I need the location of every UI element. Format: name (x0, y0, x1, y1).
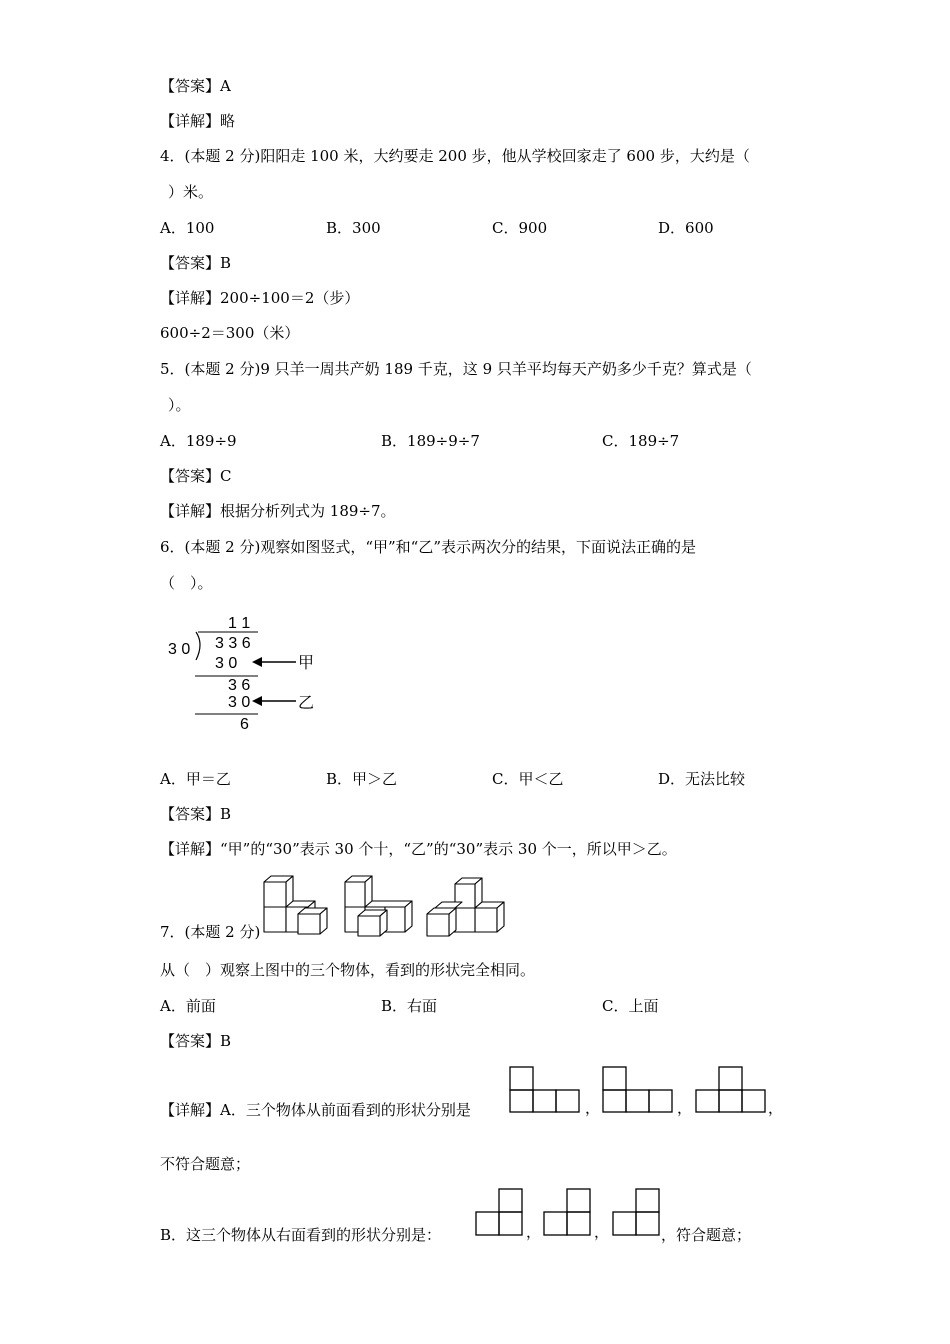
label-yi: 乙 (298, 693, 315, 712)
comma-1: ， (585, 1099, 601, 1117)
q6-stem-line1: 6．(本题 2 分)观察如图竖式，“甲”和“乙”表示两次分的结果，下面说法正确的是 (160, 538, 697, 556)
q6-stem-line2: （ ）。 (160, 574, 213, 592)
q7-option-c: C．上面 (602, 997, 659, 1015)
comma-3: ， (768, 1099, 784, 1117)
q7-stem-line2: 从（ ）观察上图中的三个物体，看到的形状完全相同。 (160, 961, 536, 979)
q5-option-b: B．189÷9÷7 (381, 432, 480, 450)
front-view-shape-3 (696, 1067, 765, 1112)
q4-option-d: D．600 (658, 219, 714, 237)
division-remainder2: 6 (240, 716, 249, 733)
q7-explanation-a-end: 不符合题意； (160, 1155, 251, 1173)
division-step2: 3 0 (228, 694, 251, 711)
division-quotient: 1 1 (228, 615, 251, 632)
previous-explanation: 【详解】略 (160, 112, 236, 130)
right-view-shapes (475, 1187, 675, 1239)
division-step1: 3 0 (215, 655, 238, 672)
q4-option-a: A．100 (160, 219, 215, 237)
front-view-shape-2 (603, 1067, 672, 1112)
comma-b2: ， (594, 1223, 610, 1241)
division-remainder1: 3 6 (228, 677, 251, 694)
q6-option-c: C．甲＜乙 (492, 770, 564, 788)
right-view-shape-3 (613, 1189, 659, 1235)
division-dividend: 3 3 6 (215, 635, 251, 652)
q5-explanation: 【详解】根据分析列式为 189÷7。 (160, 502, 396, 520)
q7-option-a: A．前面 (160, 997, 216, 1015)
q6-explanation: 【详解】“甲”的“30”表示 30 个十，“乙”的“30”表示 30 个一，所以甲＞乙。 (160, 840, 677, 858)
cube-object-2 (345, 876, 412, 936)
q7-explanation-a: 【详解】A．三个物体从前面看到的形状分别是 (160, 1101, 471, 1119)
comma-2: ， (677, 1099, 693, 1117)
q5-option-c: C．189÷7 (602, 432, 680, 450)
q6-option-d: D．无法比较 (658, 770, 746, 788)
division-bracket (196, 632, 200, 660)
q7-answer: 【答案】B (160, 1032, 232, 1050)
q4-option-b: B．300 (326, 219, 381, 237)
cube-objects-figure (262, 874, 508, 938)
q5-stem-line2: ）。 (168, 396, 191, 414)
q5-option-a: A．189÷9 (160, 432, 237, 450)
q4-stem-line1: 4．(本题 2 分)阳阳走 100 米，大约要走 200 步，他从学校回家走了 600 步，大约是（ (160, 147, 750, 165)
q4-explanation-line2: 600÷2＝300（米） (160, 324, 300, 342)
comma-b1: ， (526, 1223, 542, 1241)
right-view-shape-2 (544, 1189, 590, 1235)
q6-answer: 【答案】B (160, 805, 232, 823)
q4-answer: 【答案】B (160, 254, 232, 272)
long-division-figure (160, 610, 330, 735)
right-view-shape-1 (476, 1189, 522, 1235)
front-view-shape-1 (510, 1067, 579, 1112)
front-view-shapes (509, 1065, 784, 1117)
q6-option-b: B．甲＞乙 (326, 770, 398, 788)
previous-answer: 【答案】A (160, 77, 231, 95)
cube-object-3 (427, 878, 504, 936)
q7-explanation-b-end: ，符合题意； (661, 1226, 752, 1244)
q7-explanation-b: B．这三个物体从右面看到的形状分别是： (160, 1226, 442, 1244)
cube-object-1 (264, 876, 327, 934)
q6-option-a: A．甲＝乙 (160, 770, 231, 788)
label-jia: 甲 (298, 653, 315, 672)
q4-explanation-line1: 【详解】200÷100＝2（步） (160, 289, 360, 307)
q5-stem-line1: 5．(本题 2 分)9 只羊一周共产奶 189 千克，这 9 只羊平均每天产奶多少千克？算式是（ (160, 360, 752, 378)
q7-stem-label: 7．(本题 2 分) (160, 923, 261, 941)
q4-option-c: C．900 (492, 219, 548, 237)
division-divisor: 3 0 (168, 641, 191, 658)
q5-answer: 【答案】C (160, 467, 232, 485)
q4-stem-line2: ）米。 (168, 183, 214, 201)
q7-option-b: B．右面 (381, 997, 438, 1015)
